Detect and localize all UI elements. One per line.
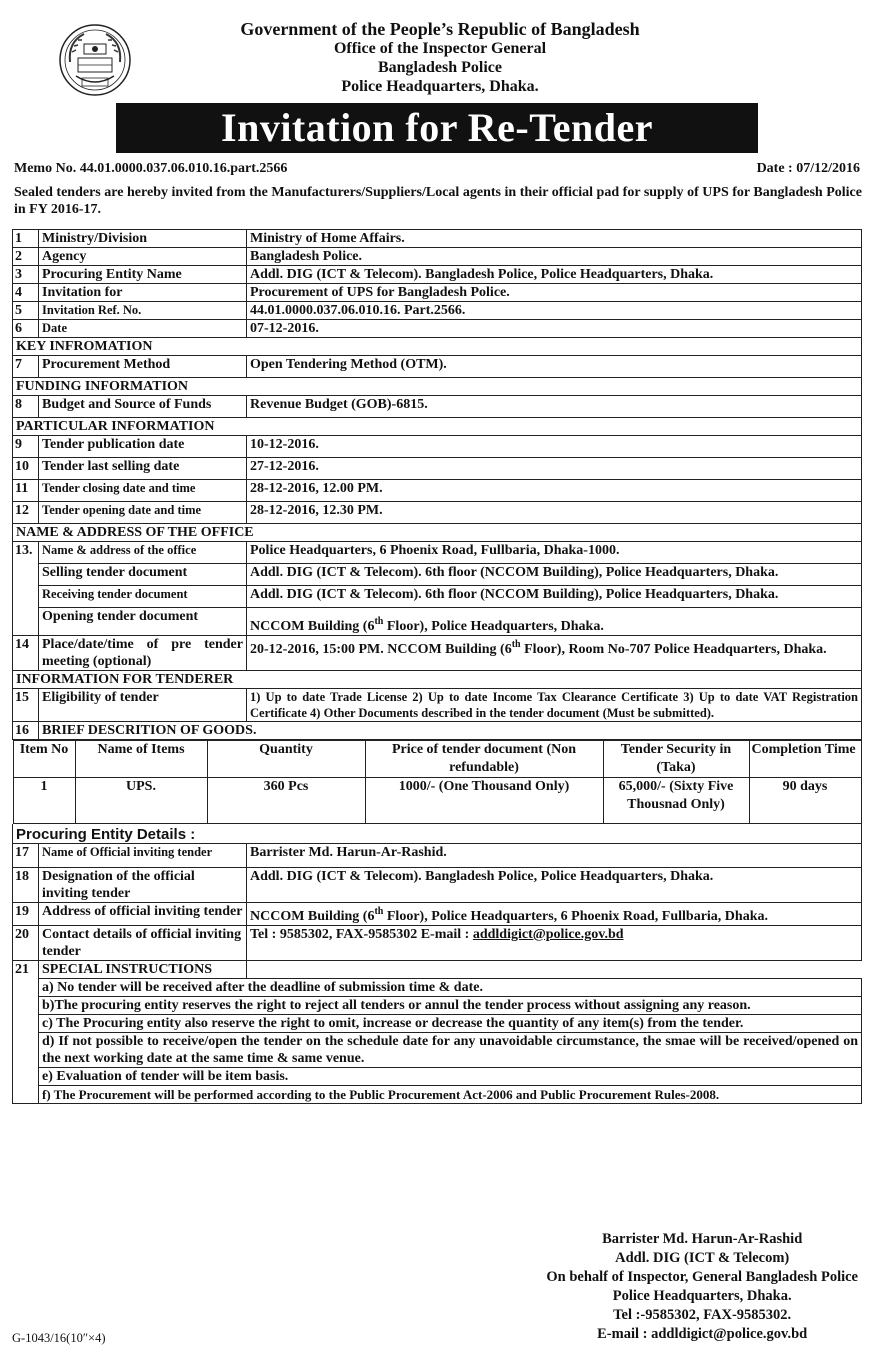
- instruction-row: f) The Procurement will be performed according to the Public Procurement Act-2006 and Public Procurement Rules-2008.: [13, 1086, 862, 1104]
- table-row: 14 Place/date/time of pre tender meeting (optional) 20-12-2016, 15:00 PM. NCCOM Building (6th Floor), Room No-707 Police Headquarters, Dhaka.: [13, 636, 862, 671]
- table-row: 10 Tender last selling date 27-12-2016.: [13, 458, 862, 480]
- table-row: 3 Procuring Entity Name Addl. DIG (ICT & Telecom). Bangladesh Police, Police Headquarters, Dhaka.: [13, 266, 862, 284]
- memo-date: Date : 07/12/2016: [756, 161, 860, 176]
- table-row: 2 Agency Bangladesh Police.: [13, 248, 862, 266]
- table-row: 13. Name & address of the office Police Headquarters, 6 Phoenix Road, Fullbaria, Dhaka-1000.: [13, 542, 862, 564]
- goods-header-row: Item No Name of Items Quantity Price of tender document (Non refundable) Tender Security in (Taka) Completion Time: [13, 741, 861, 778]
- table-row: 20 Contact details of official inviting tender Tel : 9585302, FAX-9585302 E-mail : addldigict@police.gov.bd: [13, 926, 862, 961]
- table-row: Selling tender document Addl. DIG (ICT & Telecom). 6th floor (NCCOM Building), Police Headquarters, Dhaka.: [13, 564, 862, 586]
- signatory-tel: Tel :-9585302, FAX-9585302.: [613, 1307, 792, 1323]
- memo-row: [14, 161, 860, 177]
- table-row: 16 BRIEF DESCRITION OF GOODS.: [13, 722, 862, 740]
- intro-paragraph: Sealed tenders are hereby invited from the Manufacturers/Suppliers/Local agents in their official pad for supply of UPS for Bangladesh Police in FY 2016-17.: [14, 185, 862, 217]
- table-row: 18 Designation of the official inviting tender Addl. DIG (ICT & Telecom). Bangladesh Police, Police Headquarters, Dhaka.: [13, 868, 862, 903]
- header-government: Government of the People’s Republic of Bangladesh: [240, 19, 640, 39]
- signature-block: [546, 1230, 858, 1344]
- signatory-designation: Addl. DIG (ICT & Telecom): [615, 1250, 790, 1266]
- goods-data-row: 1 UPS. 360 Pcs 1000/- (One Thousand Only) 65,000/- (Sixty Five Thousnad Only) 90 days: [13, 778, 861, 824]
- section-heading: PARTICULAR INFORMATION: [13, 418, 862, 436]
- goods-table: [13, 740, 862, 824]
- table-row: 6 Date 07-12-2016.: [13, 320, 862, 338]
- bangladesh-police-emblem-icon: [56, 22, 134, 98]
- instruction-row: e) Evaluation of tender will be item basis.: [13, 1068, 862, 1086]
- publication-code: G-1043/16(10″×4): [12, 1331, 106, 1345]
- signatory-email: E-mail : addldigict@police.gov.bd: [597, 1326, 808, 1342]
- instruction-row: c) The Procuring entity also reserve the right to omit, increase or decrease the quantity of any item(s) from the tender.: [13, 1015, 862, 1033]
- contact-email-link[interactable]: addldigict@police.gov.bd: [472, 927, 624, 942]
- section-heading: Procuring Entity Details :: [13, 824, 862, 844]
- instruction-row: a) No tender will be received after the deadline of submission time & date.: [13, 979, 862, 997]
- tender-details-table: [12, 229, 862, 1104]
- instruction-row: b)The procuring entity reserves the right to reject all tenders or annul the tender process without assigning any reason.: [13, 997, 862, 1015]
- signatory-name: Barrister Md. Harun-Ar-Rashid: [602, 1231, 803, 1247]
- section-heading: FUNDING INFORMATION: [13, 378, 862, 396]
- table-row: 21 SPECIAL INSTRUCTIONS: [13, 961, 862, 979]
- goods-row: [13, 740, 862, 825]
- table-row: 12 Tender opening date and time 28-12-2016, 12.30 PM.: [13, 502, 862, 524]
- instruction-row: d) If not possible to receive/open the tender on the schedule date for any unavoidable circumstance, the smae will be received/opened on the next working date at the same time & same venue.: [13, 1033, 862, 1068]
- table-row: 19 Address of official inviting tender NCCOM Building (6th Floor), Police Headquarters, 6 Phoenix Road, Fullbaria, Dhaka.: [13, 903, 862, 926]
- signatory-office: Police Headquarters, Dhaka.: [612, 1288, 792, 1304]
- section-heading: KEY INFROMATION: [13, 338, 862, 356]
- signatory-behalf: On behalf of Inspector, General Bangladesh Police: [546, 1269, 858, 1285]
- table-row: 15 Eligibility of tender 1) Up to date Trade License 2) Up to date Income Tax Clearance Certificate 3) Up to date VAT Registration Certificate 4) Other Documents described in the tender document (Must be submitted).: [13, 689, 862, 722]
- header-hq: Police Headquarters, Dhaka.: [341, 78, 539, 95]
- table-row: Receiving tender document Addl. DIG (ICT & Telecom). 6th floor (NCCOM Building), Police Headquarters, Dhaka.: [13, 586, 862, 608]
- section-heading: NAME & ADDRESS OF THE OFFICE: [13, 524, 862, 542]
- table-row: 5 Invitation Ref. No. 44.01.0000.037.06.010.16. Part.2566.: [13, 302, 862, 320]
- table-row: 11 Tender closing date and time 28-12-2016, 12.00 PM.: [13, 480, 862, 502]
- header-office: Office of the Inspector General: [333, 40, 547, 57]
- table-row: Opening tender document NCCOM Building (6th Floor), Police Headquarters, Dhaka.: [13, 608, 862, 636]
- letterhead: [150, 20, 730, 96]
- memo-number: Memo No. 44.01.0000.037.06.010.16.part.2566: [14, 161, 288, 176]
- table-row: 4 Invitation for Procurement of UPS for Bangladesh Police.: [13, 284, 862, 302]
- section-heading: INFORMATION FOR TENDERER: [13, 671, 862, 689]
- table-row: 1 Ministry/Division Ministry of Home Affairs.: [13, 230, 862, 248]
- table-row: 17 Name of Official inviting tender Barrister Md. Harun-Ar-Rashid.: [13, 844, 862, 868]
- table-row: 7 Procurement Method Open Tendering Method (OTM).: [13, 356, 862, 378]
- table-row: 8 Budget and Source of Funds Revenue Budget (GOB)-6815.: [13, 396, 862, 418]
- table-row: 9 Tender publication date 10-12-2016.: [13, 436, 862, 458]
- header-police: Bangladesh Police: [377, 59, 502, 76]
- notice-title: Invitation for Re-Tender: [116, 103, 758, 153]
